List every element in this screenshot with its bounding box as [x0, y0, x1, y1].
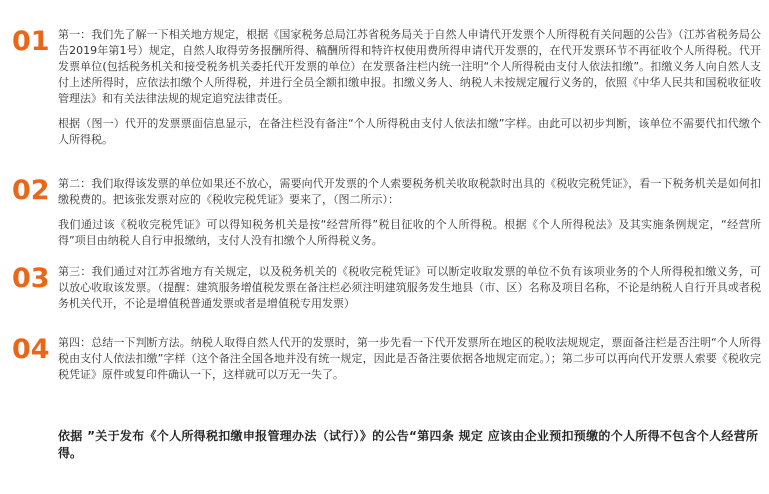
- section-number: 01: [12, 26, 50, 57]
- section-number: 04: [12, 334, 50, 365]
- section-number: 02: [12, 175, 50, 206]
- section-number: 03: [12, 263, 50, 294]
- section-paragraph: 第一：我们先了解一下相关地方规定，根据《国家税务总局江苏省税务局关于自然人申请代开发票个人所得税有关问题的公告》（江苏省税务局公告2019年第1号）规定，自然人取得劳务报酬所得、稿酬所得和特许权使用费所得申请代开发票的，在代开发票环节不再征收个人所得税。代开发票单位(包括税务机关和接受税务机关委托代开发票的单位）在发票备注栏内统一注明“个人所得税由支付人依法扣缴”。扣缴义务人向自然人支付上述所得时，应依法扣缴个人所得税，并进行全员全额扣缴申报。扣缴义务人、纳税人未按规定履行义务的，依照《中华人民共和国税收征收管理法》和有关法律法规的规定追究法律责任。: [58, 28, 761, 105]
- section-body: [58, 176, 761, 249]
- section-paragraph: 根据（图一）代开的发票票面信息显示，在备注栏没有备注“个人所得税由支付人依法扣缴”字样。由此可以初步判断，该单位不需要代扣代缴个人所得税。: [58, 117, 761, 146]
- section-body: [58, 27, 761, 148]
- section-body: [58, 335, 761, 383]
- section-body: [58, 264, 761, 312]
- section-paragraph: 第三：我们通过对江苏省地方有关规定，以及税务机关的《税收完税凭证》可以断定收取发票的单位不负有该项业务的个人所得税扣缴义务，可以放心收取该发票。（提醒：建筑服务增值税发票在备注栏必须注明建筑服务发生地县（市、区）名称及项目名称，不论是纳税人自行开具或者税务机关代开，不论是增值税普通发票或者是增值税专用发票）: [58, 265, 761, 310]
- conclusion-note: 依据 ”关于发布《个人所得税扣缴申报管理办法（试行）》的公告“第四条 规定 应该由企业预扣预缴的个人所得不包含个人经营所得。: [58, 429, 758, 460]
- section-paragraph: 我们通过该《税收完税凭证》可以得知税务机关是按“经营所得”税目征收的个人所得税。根据《个人所得税法》及其实施条例规定，“经营所得”项目由纳税人自行申报缴纳，支付人没有扣缴个人所得税义务。: [58, 218, 761, 247]
- section-paragraph: 第二：我们取得该发票的单位如果还不放心，需要向代开发票的个人索要税务机关收取税款时出具的《税收完税凭证》，看一下税务机关是如何扣缴税费的。把该张发票对应的《税收完税凭证》要来了，（图二所示）：: [58, 177, 761, 206]
- section-paragraph: 第四：总结一下判断方法。纳税人取得自然人代开的发票时，第一步先看一下代开发票所在地区的税收法规规定，票面备注栏是否注明“个人所得税由支付人依法扣缴”字样（这个备注全国各地并没有统一规定，因此是否备注要依据各地规定而定。）；第二步可以再向代开发票人索要《税收完税凭证》原件或复印件确认一下，这样就可以万无一失了。: [58, 336, 761, 381]
